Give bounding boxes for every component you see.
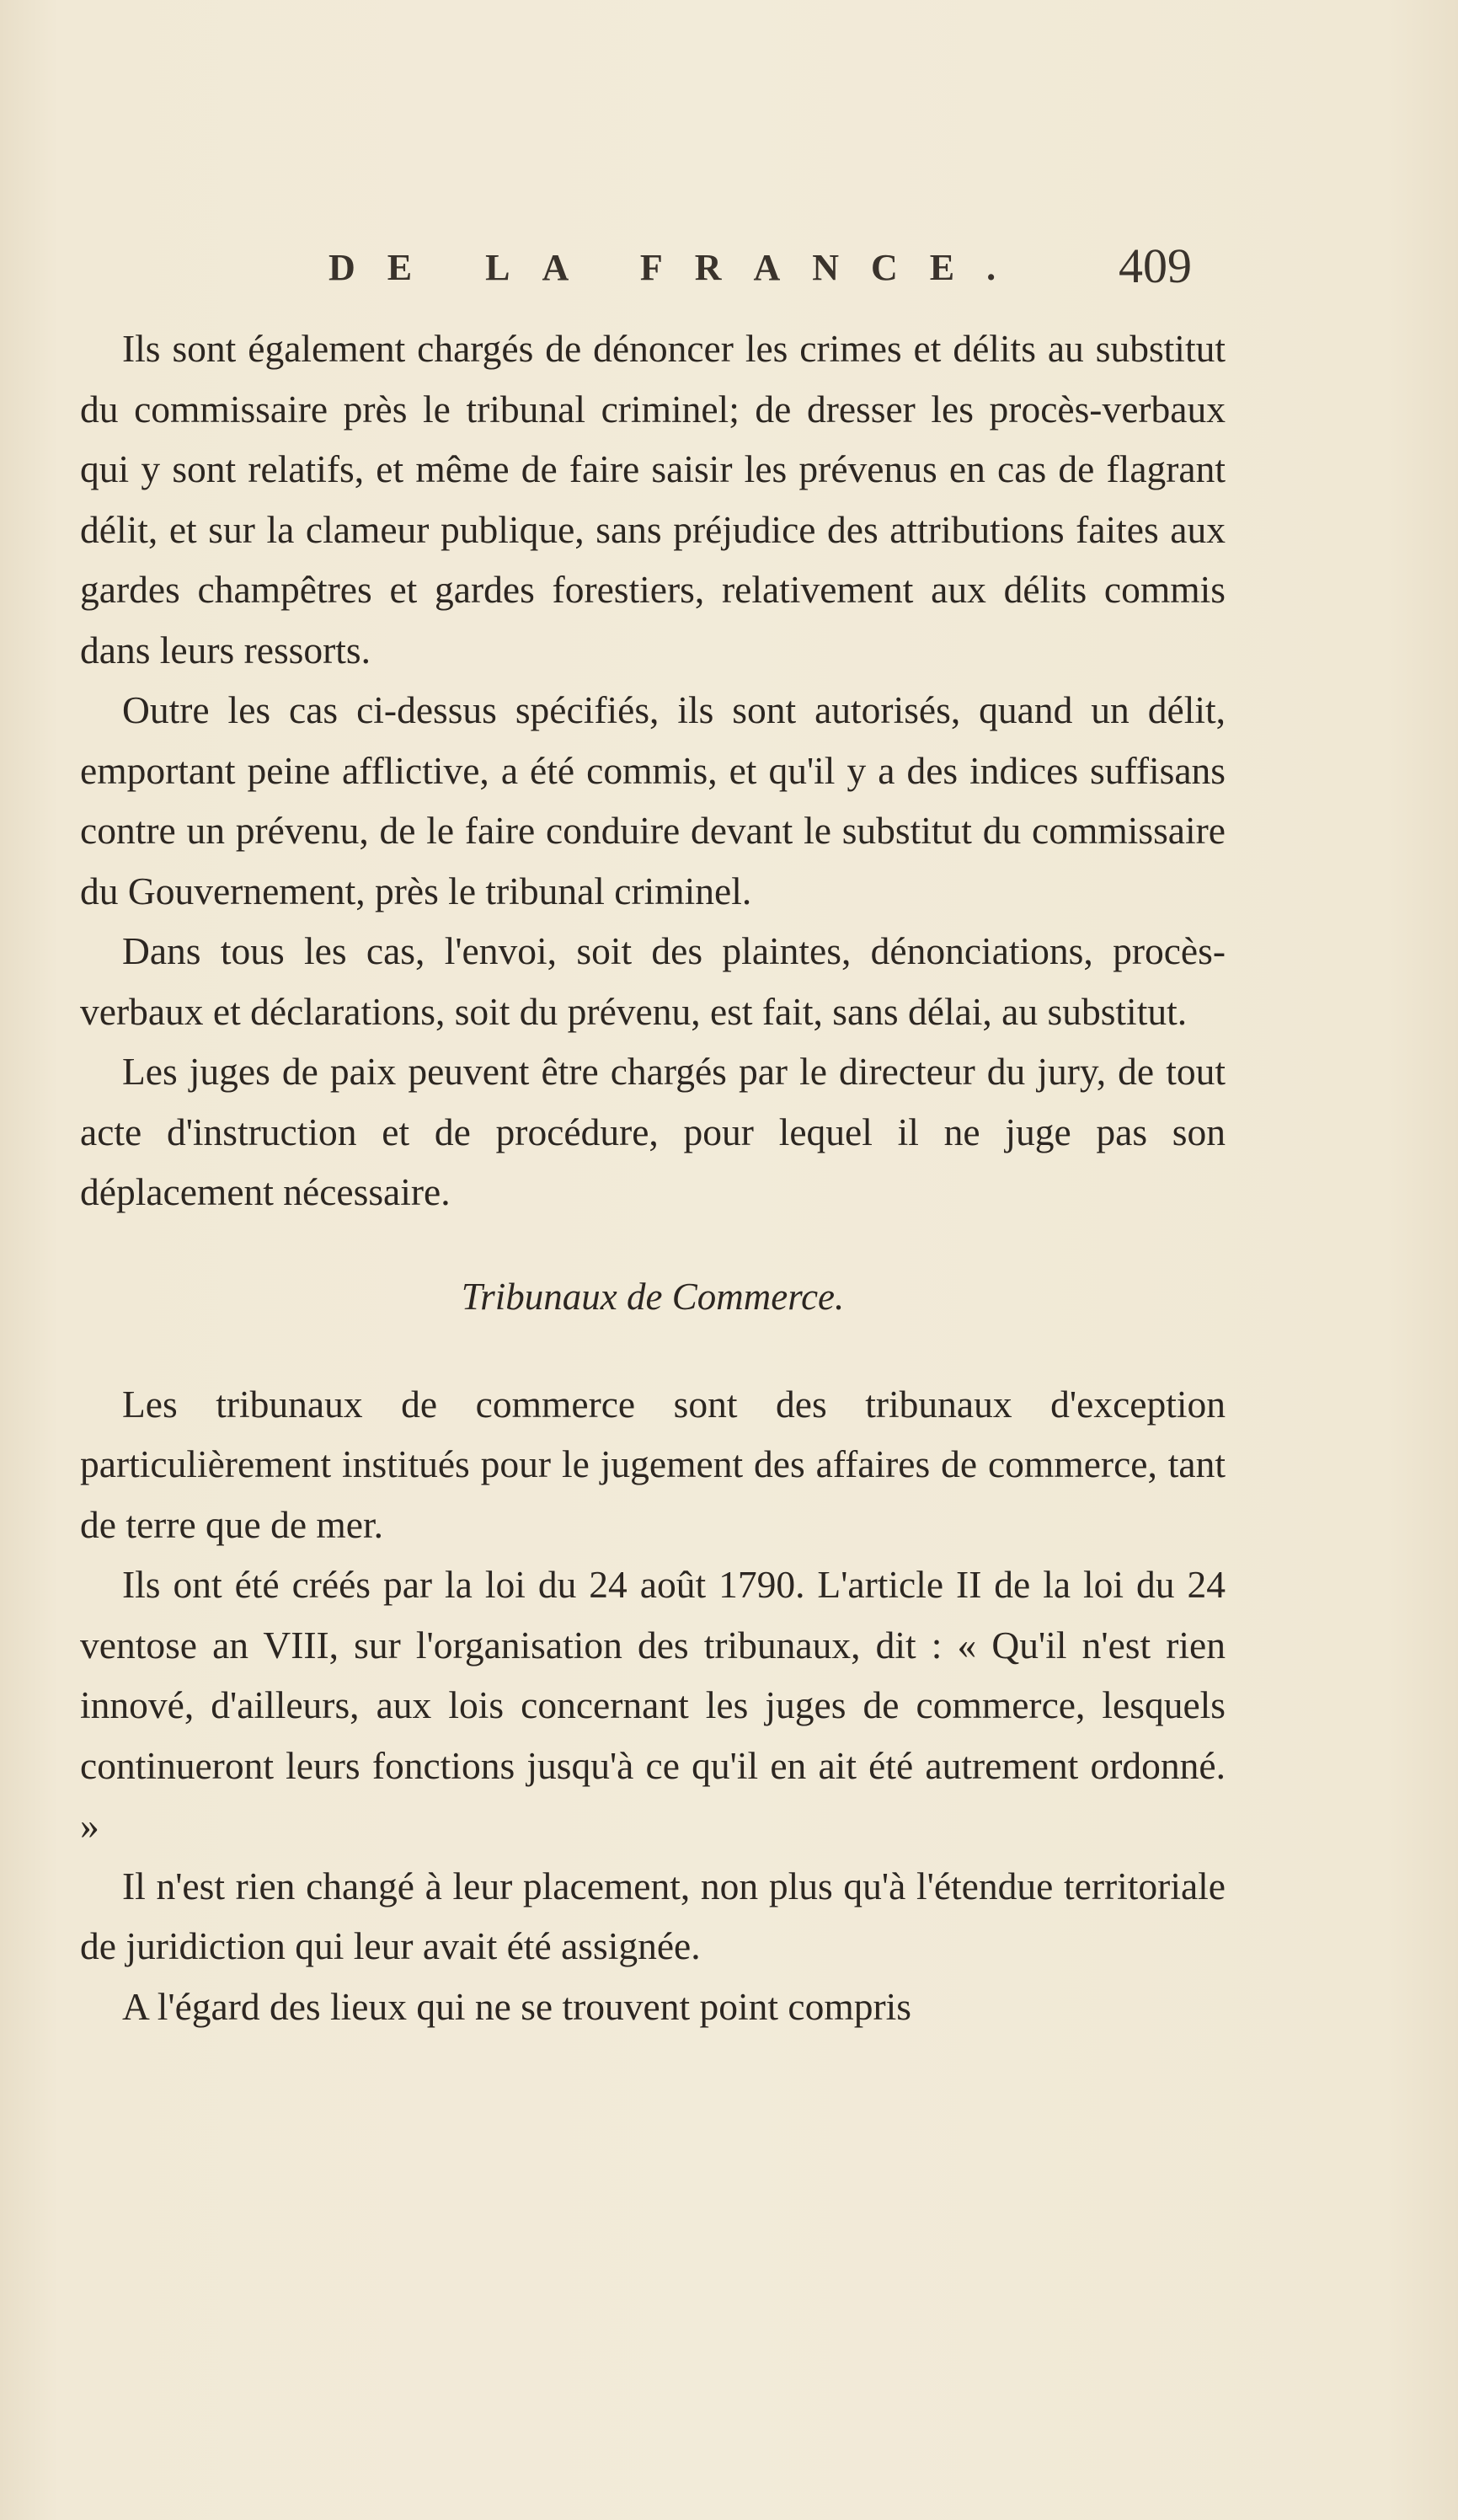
- paragraph: Outre les cas ci-dessus spécifiés, ils sont autorisés, quand un délit, emportant peine afflictive, a été commis, et qu'il y a des indices suffisans contre un prévenu, de le faire conduire devant le substitut du commissaire du Gouvernement, près le tribunal criminel.: [80, 688, 1226, 912]
- paragraph: Les tribunaux de commerce sont des tribunaux d'exception particulièrement institués pour le jugement des affaires de commerce, tant de terre que de mer.: [80, 1382, 1226, 1546]
- section-heading: Tribunaux de Commerce.: [461, 1275, 845, 1318]
- page-number: 409: [1119, 238, 1192, 293]
- page-header: [328, 238, 1192, 313]
- paragraph: Les juges de paix peuvent être chargés par le directeur du jury, de tout acte d'instruction et de procédure, pour lequel il ne juge pas son déplacement nécessaire.: [80, 1050, 1226, 1213]
- paragraph: Ils ont été créés par la loi du 24 août 1790. L'article II de la loi du 24 ventose an VIII, sur l'organisation des tribunaux, dit : « Qu'il n'est rien innové, d'ailleurs, aux lois concernant les juges de commerce, lesquels continueront leurs fonctions jusqu'à ce qu'il en ait été autrement ordonné. »: [80, 1563, 1226, 1847]
- paragraph-last: A l'égard des lieux qui ne se trouvent point compris: [122, 1984, 911, 2028]
- paragraph: Il n'est rien changé à leur placement, non plus qu'à l'étendue territoriale de juridiction qui leur avait été assignée.: [80, 1864, 1226, 1967]
- body-text: [80, 318, 1226, 2036]
- paragraph: Dans tous les cas, l'envoi, soit des plaintes, dénonciations, procès-verbaux et déclarations, soit du prévenu, est fait, sans délai, au substitut.: [80, 929, 1226, 1033]
- paragraph: Ils sont également chargés de dénoncer les crimes et délits au substitut du commissaire près le tribunal criminel; de dresser les procès-verbaux qui y sont relatifs, et même de faire saisir les prévenus en cas de flagrant délit, et sur la clameur publique, sans préjudice des attributions faites aux gardes champêtres et gardes forestiers, relativement aux délits commis dans leurs ressorts.: [80, 327, 1226, 671]
- running-title: DE LA FRANCE.: [328, 247, 1028, 288]
